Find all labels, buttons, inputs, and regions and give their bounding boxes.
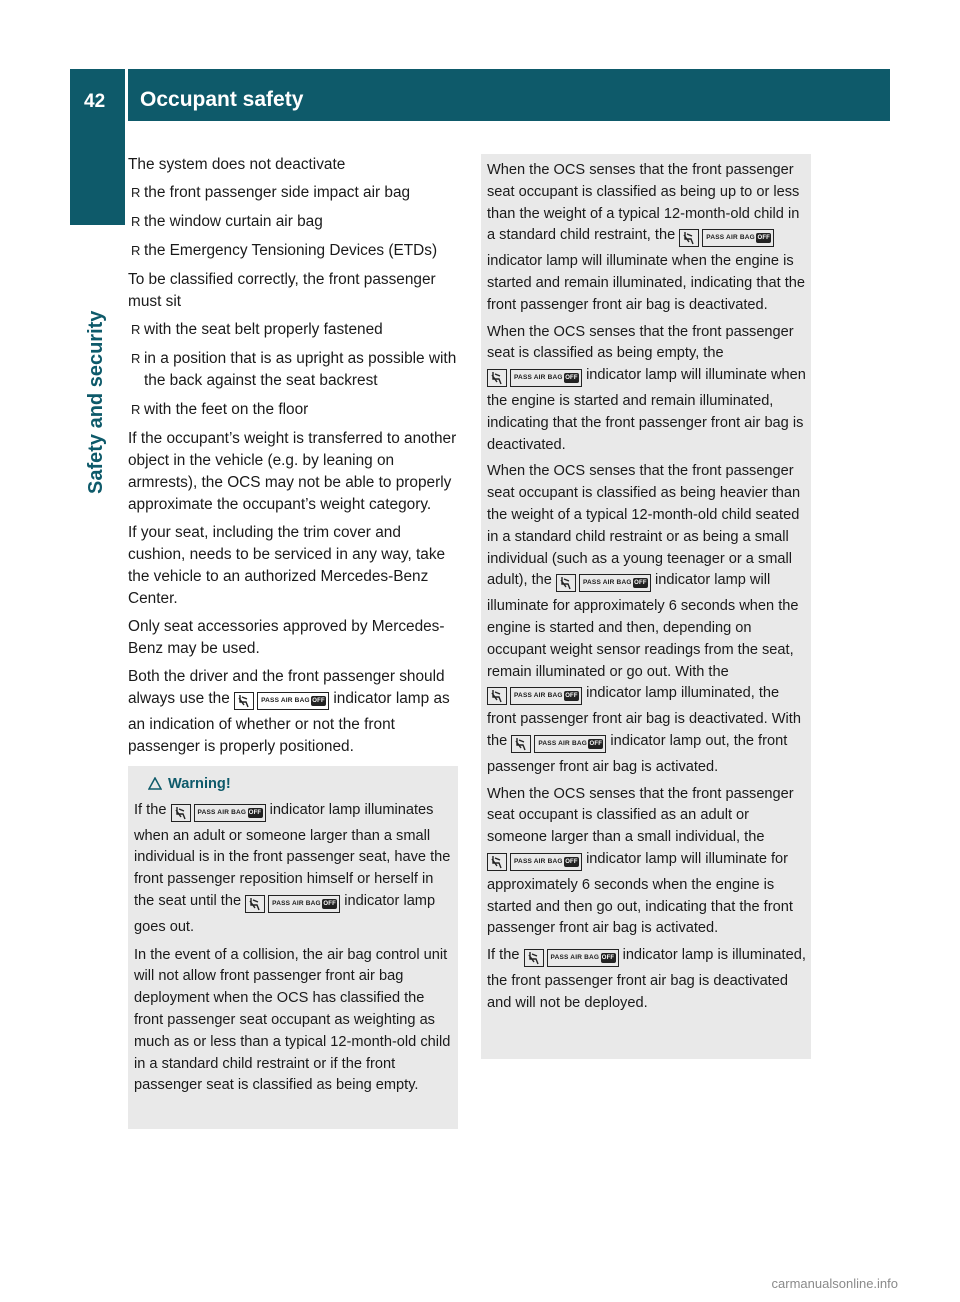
seat-occupant-icon xyxy=(556,574,576,592)
pass-airbag-label: PASS AIR BAG OFF xyxy=(702,229,774,247)
pass-airbag-label: PASS AIR BAG OFF xyxy=(534,735,606,753)
chapter-label xyxy=(85,254,115,494)
list-item: R the front passenger side impact air bag xyxy=(128,182,460,204)
paragraph: If the occupant’s weight is transferred to another object in the vehicle (e.g. by leaning on armrests), the OCS may not be able to properly approximate the occupant’s weight category. xyxy=(128,430,457,513)
seat-occupant-icon xyxy=(511,735,531,753)
paragraph: If your seat, including the trim cover and cushion, needs to be serviced in any way, take the vehicle to an authorized Mercedes-Benz Center. xyxy=(128,524,446,607)
page-number: 42 xyxy=(84,91,106,112)
section-title: Occupant safety xyxy=(140,88,304,111)
list-item: R in a position that is as upright as possible with the back against the seat backrest xyxy=(128,348,460,392)
list-item: R with the seat belt properly fastened xyxy=(128,319,460,341)
warning-box xyxy=(128,766,458,1129)
pass-airbag-label: PASS AIR BAG OFF xyxy=(257,692,329,710)
pass-airbag-label: PASS AIR BAG OFF xyxy=(268,895,340,913)
passenger-airbag-indicator-icon xyxy=(487,369,582,391)
passenger-airbag-indicator-icon xyxy=(234,692,329,714)
watermark: carmanualsonline.info xyxy=(771,1276,898,1291)
pass-airbag-label: PASS AIR BAG OFF xyxy=(510,369,582,387)
passenger-airbag-indicator-icon xyxy=(679,229,774,251)
pass-airbag-label: PASS AIR BAG OFF xyxy=(510,687,582,705)
paragraph: The system does not deactivate xyxy=(128,156,346,173)
pass-airbag-label: PASS AIR BAG OFF xyxy=(510,853,582,871)
seat-occupant-icon xyxy=(487,687,507,705)
passenger-airbag-indicator-icon xyxy=(245,895,340,917)
list-item: R with the feet on the floor xyxy=(128,399,460,421)
info-box xyxy=(481,154,811,1059)
info-paragraph: When the OCS senses that the front passenger seat occupant is classified as being up to or less than the weight of a typical 12-month-old child in a standard child restraint, the PASS AIR BAG OFF indicator lamp will illuminate when the engine is started and remain illuminated, indicating that the front passenger front air bag is deactivated. xyxy=(487,162,806,313)
list-item: R the window curtain air bag xyxy=(128,211,460,233)
left-column xyxy=(128,154,460,764)
seat-occupant-icon xyxy=(234,692,254,710)
text: indicator lamp as an indication of whether or not the front passenger is properly positioned. xyxy=(128,690,450,755)
text: Both the driver and the front passenger should always use the xyxy=(128,668,445,707)
list-item: R the Emergency Tensioning Devices (ETDs) xyxy=(128,240,460,262)
seat-occupant-icon xyxy=(487,853,507,871)
seat-occupant-icon xyxy=(679,229,699,247)
passenger-airbag-indicator-icon xyxy=(171,804,266,826)
passenger-airbag-indicator-icon xyxy=(556,574,651,596)
warning-paragraph: If the PASS AIR BAG OFF indicator lamp illuminates when an adult or someone larger than a small individual is in the front passenger seat, have the front passenger reposition himself or herself in the seat until the PASS AIR BAG OFF indicator lamp goes out. xyxy=(134,801,451,935)
warning-title: Warning! xyxy=(148,774,456,796)
info-paragraph: When the OCS senses that the front passenger seat is classified as being empty, the PASS AIR BAG OFF indicator lamp will illuminate when the engine is started and remain illuminated, indicating that the front passenger front air bag is deactivated. xyxy=(487,323,806,453)
warning-triangle-icon xyxy=(148,777,162,790)
page-number-block xyxy=(70,69,128,121)
pass-airbag-label: PASS AIR BAG OFF xyxy=(194,804,266,822)
header-bar xyxy=(70,69,890,121)
seat-occupant-icon xyxy=(245,895,265,913)
passenger-airbag-indicator-icon xyxy=(511,735,606,757)
passenger-airbag-indicator-icon xyxy=(487,853,582,875)
paragraph xyxy=(128,666,460,758)
info-paragraph: If the PASS AIR BAG OFF indicator lamp is illuminated, the front passenger front air bag is deactivated and will not be deployed. xyxy=(487,947,806,1011)
pass-airbag-label: PASS AIR BAG OFF xyxy=(579,574,651,592)
chapter-label-text: Safety and security xyxy=(85,310,107,494)
passenger-airbag-indicator-icon xyxy=(487,687,582,709)
seat-occupant-icon xyxy=(487,369,507,387)
passenger-airbag-indicator-icon xyxy=(524,949,619,971)
paragraph: Only seat accessories approved by Mercedes-Benz may be used. xyxy=(128,618,445,657)
chapter-tab-block xyxy=(70,121,125,225)
seat-occupant-icon xyxy=(171,804,191,822)
info-paragraph: When the OCS senses that the front passenger seat occupant is classified as being heavier than the weight of a typical 12-month-old child seated in a standard child restraint or as being a small individual (such as a young teenager or a small adult), the PASS AIR BAG OFF indicator lamp will illuminate for approximately 6 seconds when the engine is started and then, depending on occupant weight sensor readings from the seat, remain illuminated or go out. With the PASS AIR BAG OFF indicator lamp illuminated, the front passenger front air bag is deactivated. With the PASS AIR BAG OFF indicator lamp out, the front passenger front air bag is activated. xyxy=(487,463,801,775)
paragraph: To be classified correctly, the front passenger must sit xyxy=(128,271,436,310)
seat-occupant-icon xyxy=(524,949,544,967)
info-paragraph: When the OCS senses that the front passenger seat occupant is classified as an adult or someone larger than a small individual, the PASS AIR BAG OFF indicator lamp will illuminate for approximately 6 seconds when the engine is started and then go out, indicating that the front passenger front air bag is activated. xyxy=(487,785,794,937)
warning-paragraph: In the event of a collision, the air bag control unit will not allow front passenger front air bag deployment when the OCS has classified the front passenger seat occupant as weighting as much as or less than a typical 12-month-old child in a standard child restraint or if the front passenger seat is classified as being empty. xyxy=(134,946,451,1094)
pass-airbag-label: PASS AIR BAG OFF xyxy=(547,949,619,967)
